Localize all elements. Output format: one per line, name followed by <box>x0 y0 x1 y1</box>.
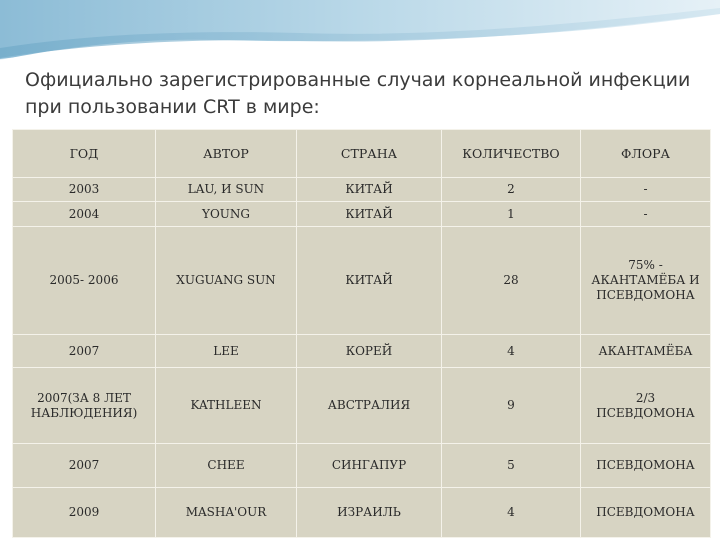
cell-flora: ПСЕВДОМОНА <box>581 488 711 538</box>
cell-year: 2007 <box>13 335 156 368</box>
header-year: ГОД <box>13 130 156 178</box>
cell-flora: ПСЕВДОМОНА <box>581 444 711 488</box>
cell-country: КИТАЙ <box>297 178 442 202</box>
cell-author: MASHA'OUR <box>156 488 297 538</box>
cell-year: 2003 <box>13 178 156 202</box>
cell-year: 2005- 2006 <box>13 227 156 335</box>
cell-flora: 2/3 ПСЕВДОМОНА <box>581 368 711 444</box>
cell-flora <box>581 227 711 335</box>
table-row <box>13 178 711 202</box>
cell-count: 5 <box>442 444 581 488</box>
cell-country: КОРЕЙ <box>297 335 442 368</box>
cell-flora: - <box>581 178 711 202</box>
cell-author: KATHLEEN <box>156 368 297 444</box>
cell-count: 9 <box>442 368 581 444</box>
header-author: АВТОР <box>156 130 297 178</box>
cell-country: ИЗРАИЛЬ <box>297 488 442 538</box>
cell-year-text: 2007(ЗА 8 ЛЕТ НАБЛЮДЕНИЯ) <box>30 390 138 420</box>
cell-year <box>13 368 156 444</box>
table-row <box>13 368 711 444</box>
cell-flora: АКАНТАМЁБА <box>581 335 711 368</box>
table-row <box>13 335 711 368</box>
slide-title-line-2: при пользовании CRT в мире: <box>25 96 320 118</box>
header-count: КОЛИЧЕСТВО <box>442 130 581 178</box>
cell-year: 2007 <box>13 444 156 488</box>
cell-author: LAU, И SUN <box>156 178 297 202</box>
cell-count: 1 <box>442 202 581 227</box>
table-row <box>13 488 711 538</box>
cell-count: 2 <box>442 178 581 202</box>
table-row <box>13 444 711 488</box>
cell-count: 28 <box>442 227 581 335</box>
header-flora: ФЛОРА <box>581 130 711 178</box>
cell-country: СИНГАПУР <box>297 444 442 488</box>
cell-author: LEE <box>156 335 297 368</box>
cell-author: YOUNG <box>156 202 297 227</box>
cell-author: CHEE <box>156 444 297 488</box>
cell-author: XUGUANG SUN <box>156 227 297 335</box>
cell-country: АВСТРАЛИЯ <box>297 368 442 444</box>
infection-cases-table <box>12 129 711 538</box>
cell-count: 4 <box>442 335 581 368</box>
table-row <box>13 227 711 335</box>
cell-flora-text: 75% - АКАНТАМЁБА И ПСЕВДОМОНА <box>591 258 700 302</box>
cell-count: 4 <box>442 488 581 538</box>
table-row <box>13 202 711 227</box>
cell-flora: - <box>581 202 711 227</box>
table-header-row <box>13 130 711 178</box>
header-country: СТРАНА <box>297 130 442 178</box>
cell-country: КИТАЙ <box>297 202 442 227</box>
slide-title <box>25 67 705 121</box>
cell-year: 2009 <box>13 488 156 538</box>
cell-year: 2004 <box>13 202 156 227</box>
cell-country: КИТАЙ <box>297 227 442 335</box>
decorative-header-swoosh <box>0 0 720 70</box>
slide-title-line-1: Официально зарегистрированные случаи корнеальной инфекции <box>25 69 691 91</box>
